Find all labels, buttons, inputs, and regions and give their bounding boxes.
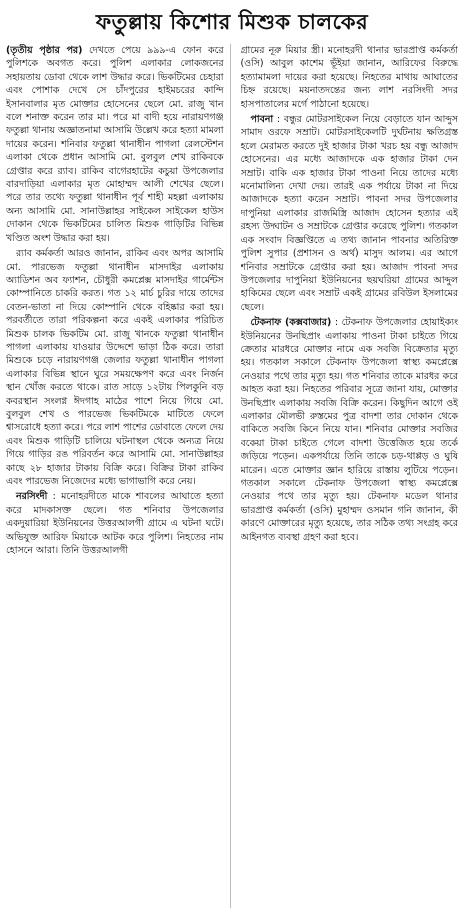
paragraph <box>6 44 224 245</box>
paragraph-text: : মনোহরদীতে মাকে শাবলের আঘাতে হত্যা করে মাদকাসক্ত ছেলে। গত শনিবার উপজেলার একদুয়ারিয়া ইউনিয়নের উত্তরআলগী গ্রামে এ ঘটনা ঘটে। অভিযুক্ত আরিফ মিয়াকে আটক করে পুলিশ। নিহতের নাম হোসনে আরা। তিনি উত্তরআলগী <box>6 491 224 557</box>
paragraph-text: : বন্ধুর মোটরসাইকেল নিয়ে বেড়াতে যান আব্দুস সামাদ ওরফে সম্রাট। মোটরসাইকেলটি দুর্ঘটনায় ক্ষতিগ্রস্ত হলে মেরামত করতে দুই হাজার টাকা খরচ হয় বন্ধু আজাদ হোসেনের। এর মধ্যে আজাদকে এক হাজার টাকা দেন সম্রাট। বাকি এক হাজার টাকা পাওনা নিয়ে তাদের মধ্যে মনোমালিন্য দেখা দেয়। তারই এক পর্যায়ে টাকা না দিয়ে আজাদকে হত্যা করেন সম্রাট। পাবনা সদর উপজেলার দাপুনিয়া এলাকার রাজমিস্ত্রি আজাদ হোসেন হত্যার এই রহস্য উদ্ঘাটন ও সম্রাটকে গ্রেপ্তার করেছে পুলিশ। গতকাল এক সংবাদ বিজ্ঞপ্তিতে এ তথ্য জানান পাবনার অতিরিক্ত পুলিশ সুপার (প্রশাসন ও অর্থ) মাসুদ আলম। এর আগে শনিবার সম্রাটকে গ্রেপ্তার করা হয়। আজাদ পাবনা সদর উপজেলার দাপুনিয়া ইউনিয়নের ছয়ঘরিয়া গ্রামের আব্দুল হাকিমের ছেলে এবং সম্রাট একই গ্রামের রবিউল ইসলামের ছেলে। <box>240 114 458 313</box>
paragraph-text: গ্রামের নূরু মিয়ার স্ত্রী। মনোহরদী থানার ভারপ্রাপ্ত কর্মকর্তা (ওসি) আবুল কাশেম ভূঁইয়া জানান, আরিফের বিরুদ্ধে হত্যামামলা দায়ের করা হয়েছে। নিহতের মাথায় আঘাতের চিহ্ন রয়েছে। ময়নাতদন্তের জন্য লাশ নরসিংদী সদর হাসপাতালের মর্গে পাঠানো হয়েছে। <box>240 45 458 110</box>
paragraph <box>6 490 224 557</box>
left-column <box>6 44 231 908</box>
paragraph <box>241 44 459 111</box>
dateline: নরসিংদী <box>16 491 48 503</box>
dateline: (তৃতীয় পৃষ্ঠার পর) <box>6 45 83 56</box>
dateline: টেকনাফ (কক্সবাজার) <box>250 317 332 329</box>
paragraph <box>241 316 459 544</box>
paragraph <box>6 247 224 488</box>
article-columns <box>6 44 458 908</box>
paragraph-text: দেখতে পেয়ে ৯৯৯-এ ফোন করে পুলিশকে অবগত করে। পুলিশ এলাকার লোকজনের সহায়তায় ডোবা থেকে লাশ উদ্ধার করে। ভিকটিমের চেহারা এবং পোশাক দেখে সে চাঁদপুরের হাইমচরের কান্দি ইসানবালার মৃত মোক্তার হোসেনের ছেলে মো. রাজু খান বলে শনাক্ত করেন তার মা। পরে মা বাদী হয়ে নারায়ণগঞ্জ ফতুল্লা থানায় অজ্ঞাতনামা আসামি উল্লেখ করে হত্যা মামলা দায়ের করেন। শনিবার ফতুল্লা থানাধীন পাগলা রেলস্টেশন এলাকা থেকে প্রধান আসামি মো. বুলবুল শেখ রাকিবকে গ্রেপ্তার করে র‍্যাব। রাকিব বাগেরহাটের কচুয়া উপজেলার বারদাড়িয়া এলাকার মৃত মোহাম্মদ আলী শেখের ছেলে। পরে তার তথ্যে ফতুল্লা থানাধীন পূর্ব শাহী মহল্লা এলাকায় অন্য আসামি মো. সানাউল্লাহর সাইকেল সাইকেল হাউস দোকান থেকে ভিকটিমের চালিত মিশুক গাড়িটির বিভিন্ন খণ্ডিত অংশ উদ্ধার করা হয়। <box>6 45 224 244</box>
paragraph-text: : টেকনাফ উপজেলার হোয়াইক্যং ইউনিয়নের উনছিপ্রাং এলাকায় পাওনা টাকা চাইতে গিয়ে ক্রেতার মারধরে মোক্তার নামে এক সবজি বিক্রেতার মৃত্যু হয়। গতকাল সকালে টেকনাফ উপজেলা স্বাস্থ্য কমপ্লেক্সে নেওয়ার পথে তার মৃত্যু হয়। গত শনিবার তাকে মারধর করে আহত করা হয়। নিহতের পরিবার সূত্রে জানা যায়, মোক্তার উনছিপ্রাং এলাকায় সবজি বিক্রি করেন। কিছুদিন আগে ওই এলাকার মৌলভী রুস্তমের পুত্র বাদশা তার দোকান থেকে বাকিতে সবজি কিনে নিয়ে যান। শনিবার মোক্তার সবজির বকেয়া টাকা চাইতে গেলে বাদশা উত্তেজিত হয়ে তর্কে জড়িয়ে পড়েন। একপর্যায়ে তিনি তাকে চড়-থাপ্পড় ও ঘুষি মারেন। এতে মোক্তার জ্ঞান হারিয়ে রাস্তায় লুটিয়ে পড়েন। গতকাল সকালে টেকনাফ উপজেলা স্বাস্থ্য কমপ্লেক্সে নেওয়ার পথে তার মৃত্যু হয়। টেকনাফ মডেল থানার ভারপ্রাপ্ত কর্মকর্তা (ওসি) মুহাম্মদ ওসমান গনি জানান, কী কারণে মোক্তারের মৃত্যু হয়েছে, তার সঠিক তথ্য সংগ্রহ করে আইনগত ব্যবস্থা গ্রহণ করা হবে। <box>240 317 458 543</box>
right-column <box>241 44 459 908</box>
paragraph <box>241 113 459 314</box>
headline: ফতুল্লায় কিশোর মিশুক চালকের <box>95 9 369 34</box>
dateline: পাবনা <box>250 114 274 126</box>
paragraph-text: র‍্যাব কর্মকর্তা আরও জানান, রাকিব এবং অপর আসামি মো. পারভেজ ফতুল্লা থানাধীন মাসদাইর এলাকায় অ্যাডিশন অব ফ্যাশন, চৌধুরী কমপ্লেক্স মাসদাইর গার্মেন্টস কোম্পানিতে চাকরি করত। গত ১২ মার্চ চুরির দায়ে তাদের বেতন-ভাতা না দিয়ে কোম্পানি থেকে বহিষ্কার করা হয়। পরবর্তীতে তারা পরিকল্পনা করে একই এলাকার পরিচিত মিশুক চালক ভিকটিম মো. রাজু খানকে ফতুল্লা থানাধীন পাগলা এলাকায় যাওয়ার উদ্দেশে ভাড়া ঠিক করে। তারা মিশুকে চড়ে নারায়ণগঞ্জ জেলার ফতুল্লা থানাধীন পাগলা এলাকার বিভিন্ন স্থানে ঘুরে সময়ক্ষেপণ করে এবং নির্জন স্থান খোঁজ করতে থাকে। রাত সাড়ে ১২টায় পিলকুনি বড় কবরস্থান সংলগ্ন ঈদগাহ মাঠের পাশে নিয়ে গিয়ে মো. বুলবুল শেখ ও পারভেজ ভিকটিমকে মাটিতে ফেলে শ্বাসরোধে হত্যা করে। পরে লাশ পাশের ডোবাতে ফেলে দেয় এবং মিশুক গাড়িটি চালিয়ে ঘটনাস্থল থেকে অন্যত্র নিয়ে গিয়ে গাড়ির রঙ পরিবর্তন করে আসামি মো. সানাউল্লাহর কাছে ২৮ হাজার টাকায় বিক্রি করে। বিক্রির টাকা রাকিব এবং পারভেজ নিজেদের মধ্যে ভাগাভাগি করে নেয়। <box>6 248 224 487</box>
